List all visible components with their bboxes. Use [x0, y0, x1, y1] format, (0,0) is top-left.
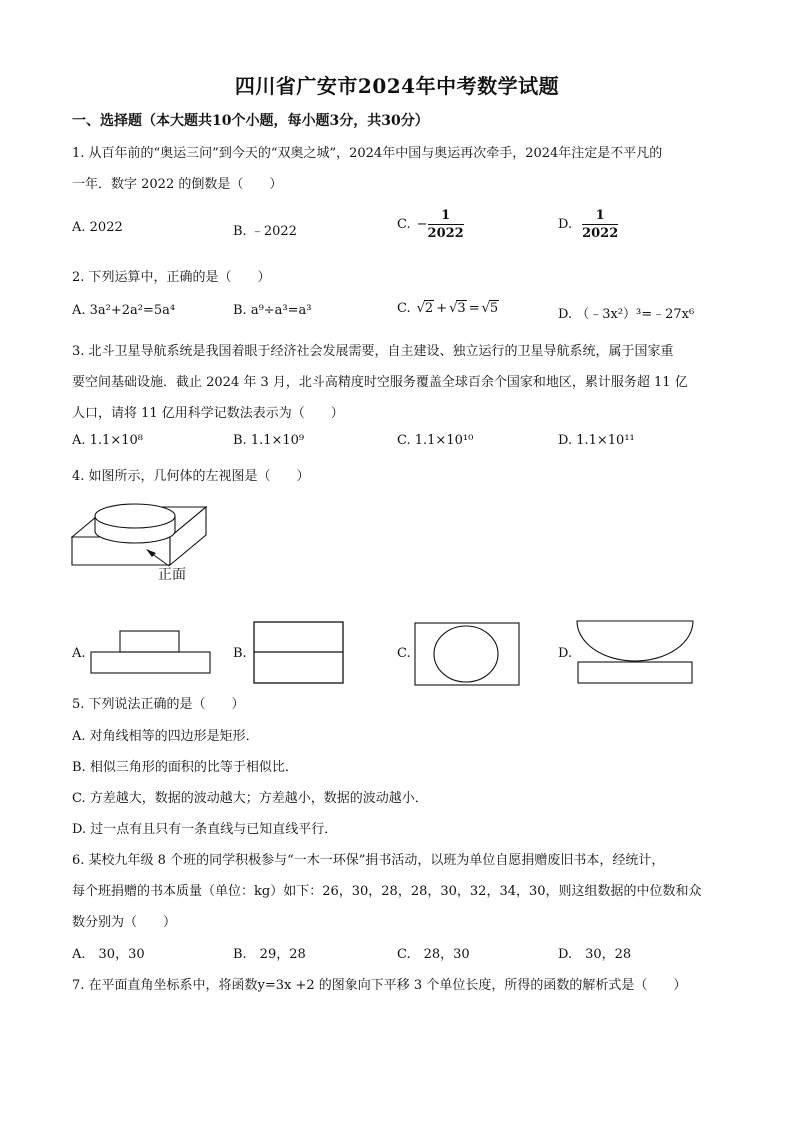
- q2-option-c-plus: +: [436, 301, 448, 316]
- q1-option-c-sign: −: [416, 217, 428, 232]
- sqrt-sign-icon: √: [416, 301, 425, 316]
- section-heading: 一、选择题（本大题共10个小题，每小题3分，共30分）: [72, 113, 429, 129]
- q1-option-b: B. ﹣2022: [233, 224, 297, 239]
- q6-option-b: B. 29，28: [233, 947, 306, 962]
- q3-option-c: C. 1.1×10¹⁰: [397, 433, 474, 448]
- q1-option-d: [558, 208, 618, 241]
- q2-option-d: D. （﹣3x²）³=﹣27x⁶: [558, 307, 695, 322]
- q4-figure-label-front: 正面: [158, 567, 186, 583]
- q2-option-c-radicand-1: 2: [424, 301, 434, 316]
- q3-option-d: D. 1.1×10¹¹: [558, 433, 635, 448]
- q3-option-a: A. 1.1×10⁸: [72, 433, 143, 448]
- q1-stem-line1: 1. 从百年前的“奥运三问”到今天的“双奥之城”，2024年中国与奥运再次牵手，2024年注定是不平凡的: [72, 146, 663, 161]
- q1-option-d-denominator: 2022: [582, 226, 619, 241]
- q3-stem-line3: 人口，请将 11 亿用科学记数法表示为（ ）: [72, 406, 344, 421]
- q1-option-a: A. 2022: [72, 220, 123, 235]
- q6-option-a: A. 30，30: [72, 947, 145, 962]
- q1-option-c-label: C.: [397, 217, 411, 232]
- sqrt-sign-icon: √: [481, 301, 490, 316]
- sqrt-sign-icon: √: [449, 301, 458, 316]
- q1-option-c-numerator: 1: [428, 208, 464, 225]
- q1-option-d-label: D.: [558, 217, 573, 232]
- q6-option-d: D. 30，28: [558, 947, 632, 962]
- q6-option-c: C. 28，30: [397, 947, 470, 962]
- q3-stem-line1: 3. 北斗卫星导航系统是我国着眼于经济社会发展需要，自主建设、独立运行的卫星导航系统，属于国家重: [72, 344, 674, 359]
- q4-option-d-figure: [576, 619, 696, 685]
- q4-stem: 4. 如图所示，几何体的左视图是（ ）: [72, 469, 310, 484]
- q2-option-c-radicand-3: 5: [489, 301, 499, 316]
- q5-option-c: C. 方差越大，数据的波动越大；方差越小，数据的波动越小．: [72, 791, 428, 806]
- q2-stem: 2. 下列运算中，正确的是（ ）: [72, 270, 271, 285]
- q6-stem-line3: 数分别为（ ）: [72, 915, 177, 930]
- q2-option-b: B. a⁹÷a³=a³: [233, 303, 312, 318]
- q6-stem-line1: 6. 某校九年级 8 个班的同学积极参与“一木一环保”捐书活动，以班为单位自愿捐赠废旧书本，经统计，: [72, 853, 665, 868]
- q6-stem-line2: 每个班捐赠的书本质量（单位：kg）如下：26，30，28，28，30，32，34，30，则这组数据的中位数和众: [72, 884, 702, 899]
- q5-option-b: B. 相似三角形的面积的比等于相似比．: [72, 760, 298, 775]
- q1-stem-line2: 一年．数字 2022 的倒数是（ ）: [72, 177, 283, 192]
- q3-option-b: B. 1.1×10⁹: [233, 433, 305, 448]
- q7-stem: 7. 在平面直角坐标系中，将函数y=3x +2 的图象向下平移 3 个单位长度，所得的函数的解析式是（ ）: [72, 978, 687, 993]
- q4-option-a-figure: [90, 630, 212, 675]
- q4-option-d-label: D.: [558, 646, 573, 661]
- q3-stem-line2: 要空间基础设施．截止 2024 年 3 月，北斗高精度时空服务覆盖全球百余个国家和地区，累计服务超 11 亿: [72, 375, 688, 390]
- q4-option-a-label: A.: [72, 646, 86, 661]
- q5-option-a: A. 对角线相等的四边形是矩形．: [72, 729, 259, 744]
- q4-option-b-label: B.: [233, 646, 247, 661]
- q4-solid-figure: [66, 490, 216, 585]
- page-title: 四川省广安市2024年中考数学试题: [234, 74, 560, 98]
- q1-option-c-denominator: 2022: [427, 226, 464, 241]
- q5-stem: 5. 下列说法正确的是（ ）: [72, 697, 245, 712]
- q1-option-d-numerator: 1: [582, 208, 618, 225]
- q2-option-c-radicand-2: 3: [457, 301, 466, 316]
- q4-option-c-label: C.: [397, 646, 411, 661]
- q2-option-a: A. 3a²+2a²=5a⁴: [72, 303, 176, 318]
- q4-option-c-figure: [414, 622, 520, 686]
- q2-option-c-label: C.: [397, 301, 411, 316]
- q2-option-c: [397, 300, 499, 316]
- q2-option-c-equals: =: [468, 301, 480, 316]
- q5-option-d: D. 过一点有且只有一条直线与已知直线平行．: [72, 822, 338, 837]
- q4-option-b-figure: [253, 621, 344, 684]
- q1-option-c: [397, 208, 464, 241]
